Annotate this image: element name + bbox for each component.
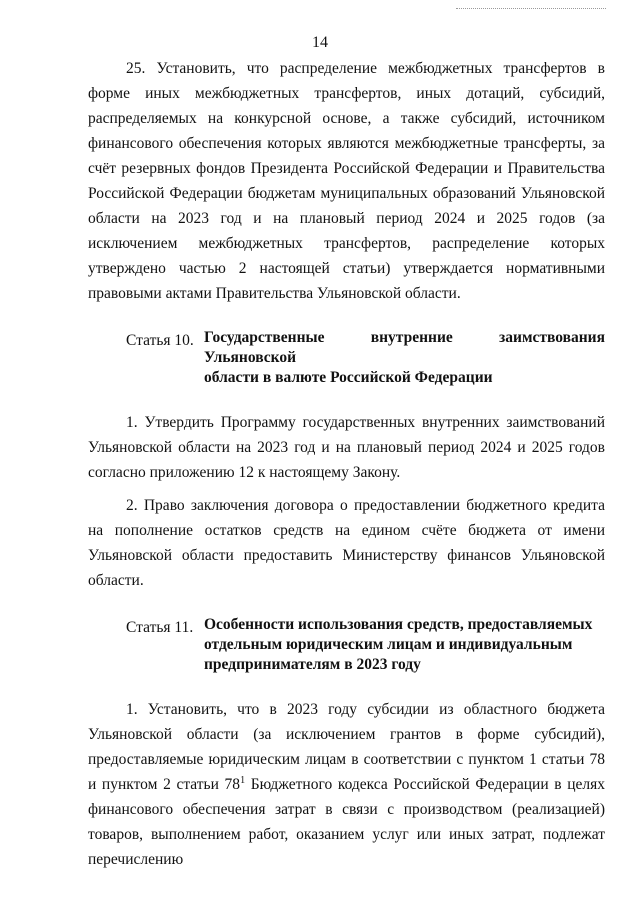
article-10-item-1: 1. Утвердить Программу государственных внутренних заимствований Ульяновской области на 2023 год и на плановый период 2024 и 2025 годов согласно приложению 12 к настоящему Закону. xyxy=(88,414,605,481)
article-10-item-2: 2. Право заключения договора о предоставлении бюджетного кредита на пополнение остатков средств на едином счёте бюджета от имени Ульяновской области предоставить Министерству финансов Ульяновской области. xyxy=(88,497,605,589)
header-stamp-line xyxy=(456,8,606,10)
article-11-heading xyxy=(126,615,605,675)
article-11-item-1-text: 1. Установить, что в 2023 году субсидии из областного бюджета Ульяновской области (за исключением грантов в форме субсидий), предоставляемые юридическим лицам в соответствии с пунктом 1 статьи 78 и пунктом 2 статьи 78 xyxy=(88,701,605,793)
paragraph-25: 25. Установить, что распределение межбюджетных трансфертов в форме иных межбюджетных трансфертов, иных дотаций, субсидий, распределяемых на конкурсной основе, а также субсидий, источником финансового обеспечения которых являются межбюджетные трансферты, за счёт резервных фондов Президента Российской Федерации и Правительства Российской Федерации бюджетам муниципальных образований Ульяновской области на 2023 год и на плановый период 2024 и 2025 годов (за исключением межбюджетных трансфертов, распределение которых утверждено частью 2 настоящей статьи) утверждается нормативными правовыми актами Правительства Ульяновской области. xyxy=(88,60,605,302)
article-10-title-line: Государственные внутренние заимствования Ульяновской xyxy=(204,329,605,366)
article-11-item-1 xyxy=(88,697,605,872)
article-11-title-line: Особенности использования средств, предоставляемых xyxy=(204,616,593,633)
article-10-title xyxy=(204,328,605,388)
article-10-number: Статья 10. xyxy=(126,332,194,349)
article-10-title-line: области в валюте Российской Федерации xyxy=(204,369,493,386)
document-body xyxy=(88,56,605,872)
article-11-title-line: отдельным юридическим лицам и индивидуальным xyxy=(204,636,573,653)
article-11-title-line: предпринимателям в 2023 году xyxy=(204,656,421,673)
page-number: 14 xyxy=(312,34,328,51)
article-10-heading xyxy=(126,328,605,388)
superscript: 1 xyxy=(240,774,246,786)
article-11-item-1-text-cont: Бюджетного кодекса Российской Федерации в целях финансового обеспечения затрат в связи с производством (реализацией) товаров, выполнением работ, оказанием услуг или иных затрат, подлежат перечислению xyxy=(88,776,605,868)
article-11-title xyxy=(204,615,605,675)
article-11-number: Статья 11. xyxy=(126,619,194,636)
